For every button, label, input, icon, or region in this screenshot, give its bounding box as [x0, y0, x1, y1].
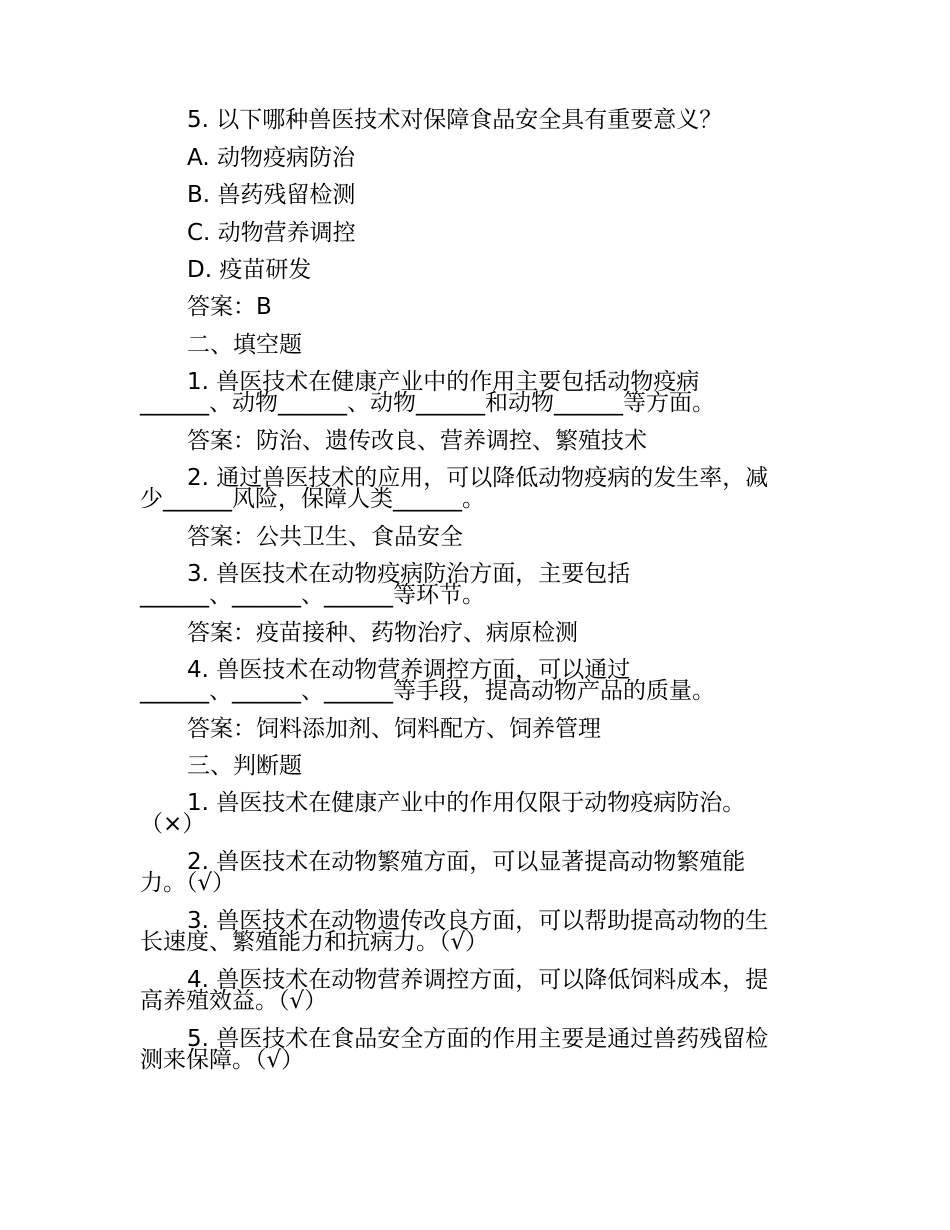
question-line: 1. 兽医技术在健康产业中的作用主要包括动物疫病 [187, 369, 700, 395]
question-line: 4. 兽医技术在动物营养调控方面，可以降低饲料成本，提 [187, 967, 769, 993]
option-c: C. 动物营养调控 [187, 220, 356, 246]
answer-text: 答案：防治、遗传改良、营养调控、繁殖技术 [187, 428, 647, 454]
judge-question [140, 968, 812, 1013]
question-line: 2. 通过兽医技术的应用，可以降低动物疫病的发生率，减 [187, 465, 769, 491]
question-line: 1. 兽医技术在健康产业中的作用仅限于动物疫病防治。 [187, 790, 746, 816]
question-line: （×） [140, 811, 206, 837]
judge-question [140, 1027, 812, 1072]
question-line: ______、______、______等手段，提高动物产品的质量。 [140, 678, 715, 704]
judge-question [140, 909, 812, 954]
question-line: 4. 兽医技术在动物营养调控方面，可以通过 [187, 657, 631, 683]
section-heading: 二、填空题 [187, 332, 302, 358]
fill-question [140, 370, 812, 415]
answer-text: 答案：公共卫生、食品安全 [187, 524, 463, 550]
section-heading: 三、判断题 [187, 753, 302, 779]
option-d: D. 疫苗研发 [187, 257, 312, 283]
fill-question [140, 658, 812, 703]
question-line: ______、动物______、动物______和动物______等方面。 [140, 390, 715, 416]
answer-text: 答案：B [187, 294, 272, 320]
answer-text: 答案：疫苗接种、药物治疗、病原检测 [187, 620, 578, 646]
question-line: 3. 兽医技术在动物疫病防治方面，主要包括 [187, 561, 631, 587]
judge-question [140, 791, 812, 836]
answer-text: 答案：饲料添加剂、饲料配方、饲养管理 [187, 716, 601, 742]
question-line: 力。（√） [140, 870, 236, 896]
question-stem: 5. 以下哪种兽医技术对保障食品安全具有重要意义？ [187, 107, 723, 133]
question-line: 少______风险，保障人类______。 [140, 486, 485, 512]
option-b: B. 兽药残留检测 [187, 182, 356, 208]
question-line: 长速度、繁殖能力和抗病力。（√） [140, 929, 489, 955]
fill-question [140, 562, 812, 607]
question-line: 测来保障。（√） [140, 1047, 305, 1073]
judge-question [140, 850, 812, 895]
fill-question [140, 466, 812, 511]
question-line: 3. 兽医技术在动物遗传改良方面，可以帮助提高动物的生 [187, 908, 769, 934]
question-line: 2. 兽医技术在动物繁殖方面，可以显著提高动物繁殖能 [187, 849, 746, 875]
question-line: 5. 兽医技术在食品安全方面的作用主要是通过兽药残留检 [187, 1026, 769, 1052]
option-a: A. 动物疫病防治 [187, 145, 355, 171]
question-line: ______、______、______等环节。 [140, 582, 485, 608]
question-line: 高养殖效益。（√） [140, 988, 328, 1014]
